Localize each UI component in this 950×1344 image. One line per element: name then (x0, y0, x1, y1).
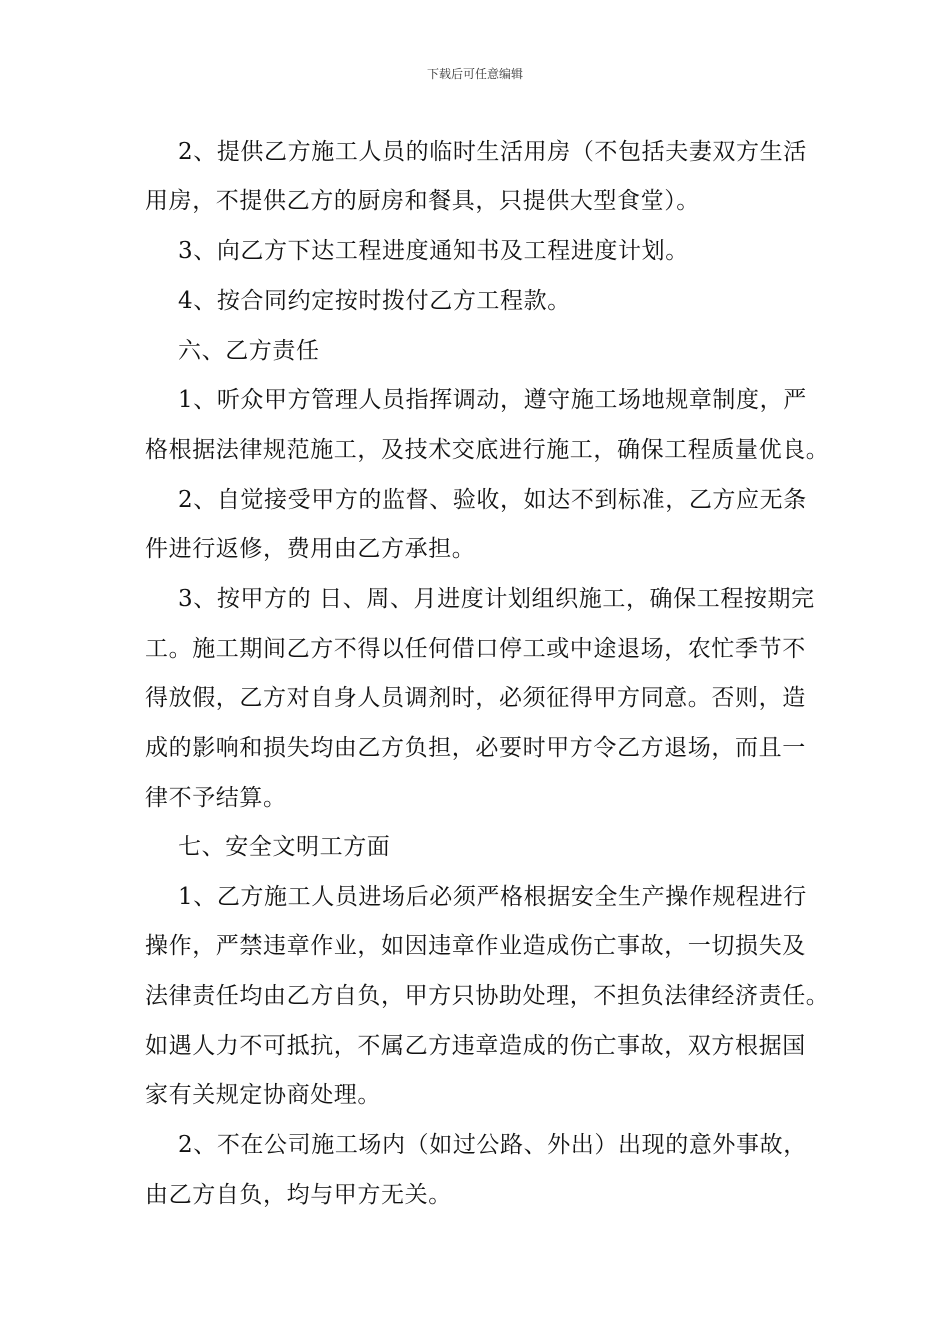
paragraph-line: 3、按甲方的 日、周、月进度计划组织施工，确保工程按期完 (178, 586, 815, 612)
paragraph-line: 2、提供乙方施工人员的临时生活用房（不包括夫妻双方生活 (178, 139, 807, 165)
paragraph-line: 件进行返修，费用由乙方承担。 (145, 536, 476, 562)
paragraph-line: 1、乙方施工人员进场后必须严格根据安全生产操作规程进行 (178, 884, 807, 910)
paragraph-line: 成的影响和损失均由乙方负担，必要时甲方令乙方退场，而且一 (145, 735, 806, 761)
paragraph-line: 得放假，乙方对自身人员调剂时，必须征得甲方同意。否则，造 (145, 685, 806, 711)
paragraph-line: 用房，不提供乙方的厨房和餐具，只提供大型食堂）。 (145, 188, 700, 214)
paragraph-line: 操作，严禁违章作业，如因违章作业造成伤亡事故，一切损失及 (145, 933, 806, 959)
paragraph-line: 2、不在公司施工场内（如过公路、外出）出现的意外事故， (178, 1132, 807, 1158)
page-header: 下载后可任意编辑 (426, 67, 523, 81)
paragraph-line: 由乙方自负，均与甲方无关。 (145, 1182, 452, 1208)
paragraph-line: 律不予结算。 (145, 785, 287, 811)
paragraph-line: 家有关规定协商处理。 (145, 1082, 381, 1108)
paragraph-line: 法律责任均由乙方自负，甲方只协助处理，不担负法律经济责任。 (145, 983, 830, 1009)
paragraph-line: 1、听众甲方管理人员指挥调动，遵守施工场地规章制度，严 (178, 387, 807, 413)
paragraph-line: 格根据法律规范施工，及技术交底进行施工，确保工程质量优良。 (145, 437, 830, 463)
paragraph-line: 4、按合同约定按时拨付乙方工程款。 (178, 288, 571, 314)
paragraph-line: 工。施工期间乙方不得以任何借口停工或中途退场，农忙季节不 (145, 636, 806, 662)
paragraph-line: 2、自觉接受甲方的监督、验收，如达不到标准，乙方应无条 (178, 487, 807, 513)
paragraph-line: 如遇人力不可抵抗，不属乙方违章造成的伤亡事故，双方根据国 (145, 1033, 806, 1059)
paragraph-line: 3、向乙方下达工程进度通知书及工程进度计划。 (178, 238, 689, 264)
section-heading: 六、乙方责任 (178, 338, 320, 364)
section-heading: 七、安全文明工方面 (178, 834, 391, 860)
